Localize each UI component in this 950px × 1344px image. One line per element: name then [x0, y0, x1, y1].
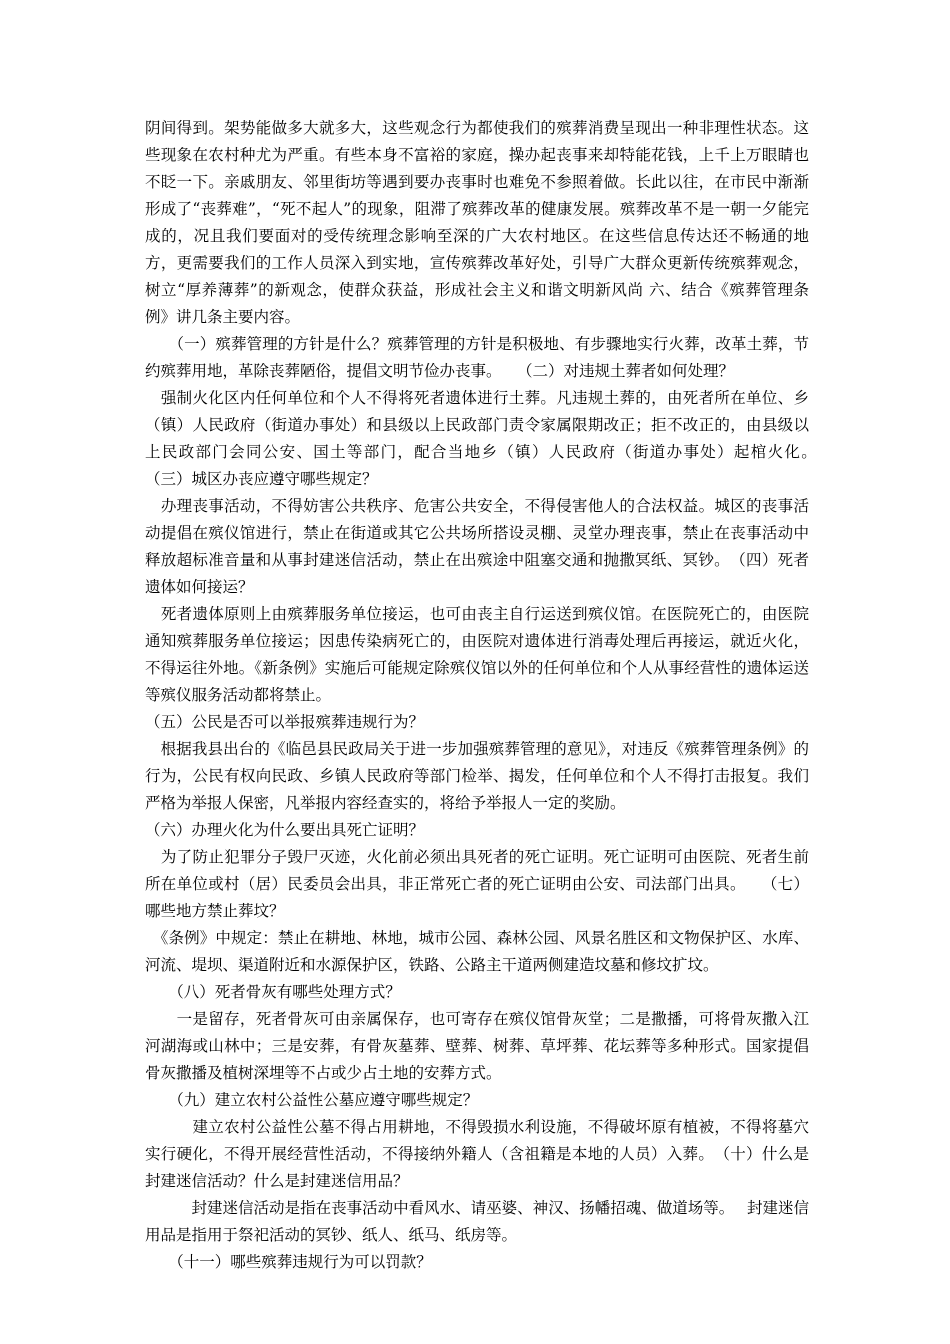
- heading-q6: （六）办理火化为什么要出具死亡证明？: [145, 821, 425, 839]
- paragraph-intro: 阴间得到。架势能做多大就多大，这些观念行为都使我们的殡葬消费呈现出一种非理性状态。这些现象在农村种尤为严重。有些本身不富裕的家庭，操办起丧事来却特能花钱，上千上万眼睛也不眨一下。亲戚朋友、邻里街坊等遇到要办丧事时也难免不参照着做。长此以往，在市民中渐渐形成了“丧葬难”，“死不起人”的现象，阻滞了殡葬改革的健康发展。殡葬改革不是一朝一夕能完成的，况且我们要面对的受传统理念影响至深的广大农村地区。在这些信息传达还不畅通的地方，更需要我们的工作人员深入到实地，宣传殡葬改革好处，引导广大群众更新传统殡葬观念，树立“厚养薄葬”的新观念，使群众获益，形成社会主义和谐文明新风尚 六、结合《殡葬管理条例》讲几条主要内容。: [145, 119, 809, 326]
- heading-q9: （九）建立农村公益性公墓应遵守哪些规定？: [145, 1091, 479, 1109]
- paragraph-a9: 建立农村公益性公墓不得占用耕地，不得毁损水利设施，不得破坏原有植被，不得将墓穴实行硬化，不得开展经营性活动，不得接纳外籍人（含祖籍是本地的人员）入葬。 （十）什么是封建迷信活动？什么是封建迷信用品？: [145, 1118, 809, 1190]
- paragraph-a3: 办理丧事活动，不得妨害公共秩序、危害公共安全，不得侵害他人的合法权益。城区的丧事活动提倡在殡仪馆进行，禁止在街道或其它公共场所搭设灵棚、灵堂办理丧事，禁止在丧事活动中释放超标准音量和从事封建迷信活动，禁止在出殡途中阻塞交通和抛撒冥纸、冥钞。 （四）死者遗体如何接运？: [145, 497, 809, 596]
- paragraph-a6: 为了防止犯罪分子毁尸灭迹，火化前必须出具死者的死亡证明。死亡证明可由医院、死者生前所在单位或村（居）民委员会出具，非正常死亡者的死亡证明由公安、司法部门出具。 （七）哪些地方禁止葬坟？: [145, 848, 809, 920]
- paragraph-q1: （一）殡葬管理的方针是什么？殡葬管理的方针是积极地、有步骤地实行火葬，改革土葬，节约殡葬用地，革除丧葬陋俗，提倡文明节俭办丧事。 （二）对违规土葬者如何处理？: [145, 335, 809, 380]
- paragraph-a4: 死者遗体原则上由殡葬服务单位接运，也可由丧主自行运送到殡仪馆。在医院死亡的，由医院通知殡葬服务单位接运；因患传染病死亡的，由医院对遗体进行消毒处理后再接运，就近火化，不得运往外地。《新条例》实施后可能规定除殡仪馆以外的任何单位和个人从事经营性的遗体运送等殡仪服务活动都将禁止。: [145, 605, 809, 704]
- paragraph-a10: 封建迷信活动是指在丧事活动中看风水、请巫婆、神汉、扬幡招魂、做道场等。 封建迷信用品是指用于祭祀活动的冥钞、纸人、纸马、纸房等。: [145, 1199, 809, 1244]
- document-body: [145, 115, 841, 1276]
- paragraph-a8: 一是留存，死者骨灰可由亲属保存，也可寄存在殡仪馆骨灰堂；二是撒播，可将骨灰撒入江河湖海或山林中；三是安葬，有骨灰墓葬、壁葬、树葬、草坪葬、花坛葬等多种形式。国家提倡骨灰撒播及植树深埋等不占或少占土地的安葬方式。: [145, 1010, 809, 1082]
- heading-q11: （十一）哪些殡葬违规行为可以罚款？: [145, 1253, 432, 1271]
- heading-q8: （八）死者骨灰有哪些处理方式？: [145, 983, 401, 1001]
- paragraph-a7: 《条例》中规定：禁止在耕地、林地，城市公园、森林公园、风景名胜区和文物保护区、水库、河流、堤坝、渠道附近和水源保护区，铁路、公路主干道两侧建造坟墓和修坟扩坟。: [145, 929, 809, 974]
- paragraph-a5: 根据我县出台的《临邑县民政局关于进一步加强殡葬管理的意见》，对违反《殡葬管理条例》的行为，公民有权向民政、乡镇人民政府等部门检举、揭发，任何单位和个人不得打击报复。我们严格为举报人保密，凡举报内容经查实的，将给予举报人一定的奖励。: [145, 740, 809, 812]
- paragraph-a2: 强制火化区内任何单位和个人不得将死者遗体进行土葬。凡违规土葬的，由死者所在单位、乡（镇）人民政府（街道办事处）和县级以上民政部门责令家属限期改正；拒不改正的，由县级以上民政部门会同公安、国土等部门，配合当地乡（镇）人民政府（街道办事处）起棺火化。 （三）城区办丧应遵守哪些规定？: [145, 389, 841, 488]
- heading-q5: （五）公民是否可以举报殡葬违规行为？: [145, 713, 425, 731]
